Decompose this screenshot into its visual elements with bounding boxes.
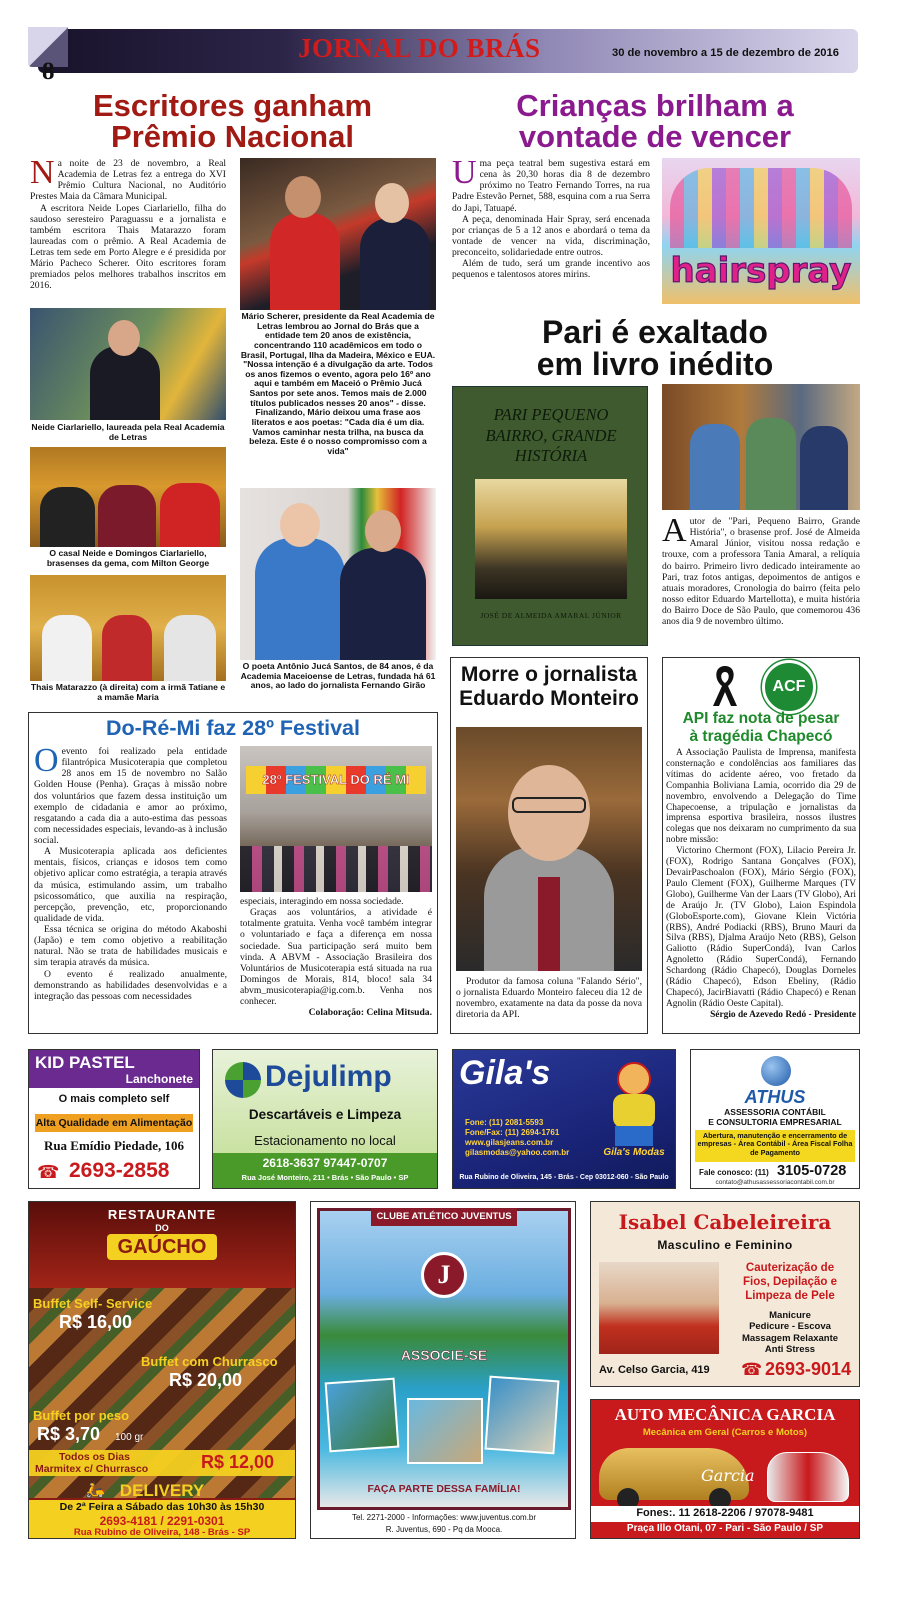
api-headline-line2: à tragédia Chapecó [689,727,833,745]
juventus-info2: R. Juventus, 690 - Pq da Mooca. [385,1525,503,1534]
photo-eduardo [456,727,642,971]
masthead [28,27,860,85]
api-headline [664,710,858,746]
isabel-services [723,1262,857,1303]
drop-cap: A [662,512,687,549]
isabel-serv1: Cauterização de [745,1262,835,1274]
mourning-ribbon-icon [708,662,742,708]
festival-p6: Graças aos voluntários, a atividade é totalmente gratuita. Venha você também integrar o voluntariado e faça a diferença em nossa sociedade. Sua participação será muito bem vinda. A ABVM - Associação Brasileira dos Voluntários de Musicoterapia está situada na rua Domingos de Morais, 814, bloco! sala 34 abvm_musicoterapia@ig.com.b. Venha nos conhecer. [240,907,432,1008]
garcia-name: AUTO MECÂNICA GARCIA [614,1405,836,1424]
festival-p2: A Musicoterapia aplicada aos deficientes mentais, físicos, crianças e idosos tem como objetivo aplicar como estratégia, a terapia através da música, estimulando assim, um trabalho psicossomático, que auxilia na respiração, percepção, prevenção, etc, proporcionando qualidade de vida. [34,846,227,924]
gilas-brand: Gila's Modas [603,1147,665,1158]
festival-p4: O evento é realizado anualmente, demonstrando as habilidades desenvolvidas e a integração das pessoas com necessidades [34,968,227,1002]
juventus-info1: Tel. 2271-2000 - Informações: www.juventus.com.br [351,1513,537,1522]
dejulimp-name: Dejulimp [265,1060,392,1093]
criancas-headline-line1: Crianças brilham a [516,88,794,123]
kid-pastel-slogan: O mais completo self [58,1093,170,1105]
masthead-title: JORNAL DO BRÁS [298,33,541,63]
gilas-email: gilasmodas@yahoo.com.br [465,1148,570,1157]
pari-p1: utor de "Pari, Pequeno Bairro, Grande História", o brasense prof. José de Almeida Amaral Júnior, visitou nossa redação e trouxe, com a professora Tania Amaral, a relíquia do bairro. Primeiro livro dedicado inteiramente ao Pari, traz fotos antigas, depoimentos de antigos e atuais moradores, Cronologia do bairro (feita pelo nosso editor Eduardo Martellotta), e muita história do Bairro Doce de São Paulo, que comemorou 436 anos dia 9 de novembro último. [662,516,860,628]
api-signature: Sérgio de Azevedo Redó - Presidente [710,1009,856,1020]
kid-pastel-address: Rua Emídio Piedade, 106 [43,1138,185,1153]
festival-col2 [240,896,432,1018]
dejulimp-phones: 2618-3637 97447-0707 [262,1156,388,1170]
morre-headline-line2: Eduardo Monteiro [459,687,639,710]
isabel-s5: Pedicure - Escova [749,1321,831,1333]
api-p1: A Associação Paulista de Imprensa, manifesta consternação e condolências aos familiares das vítimas do acidente aéreo, voo fretado da Companhia Boliviana Lamia, ocorrido dia 29 de novembro, envolvendo a Delegação do Time Chapecoense, a tripulação e jornalistas da imprensa esportiva brasileira, nossos ilustres colegas que nos deixaram no cumprimento da sua nobre missão: [666,748,856,846]
gaucho-price2: R$ 20,00 [169,1370,243,1390]
morre-headline [452,664,646,709]
juventus-club: CLUBE ATLÉTICO JUVENTUS [376,1211,512,1222]
dejulimp-line1: Descartáveis e Limpeza [248,1107,402,1122]
athus-phone: 3105-0728 [777,1163,847,1179]
photo-festival [240,746,432,892]
kid-pastel-quality: Alta Qualidade em Alimentação [35,1117,193,1129]
escritores-p1: a noite de 23 de novembro, a Real Academia de Letras fez a entrega do XVI Prêmio Cultura Nacional, no Auditório Prestes Maia da Câmara Municipal. [30,158,226,203]
api-headline-line1: API faz nota de pesar [682,710,840,727]
api-body [666,748,856,1021]
gaucho-top: RESTAURANTE [107,1207,217,1222]
ad-juventus [310,1201,576,1539]
criancas-p1: ma peça teatral bem sugestiva estará em cena às 20,30 horas dia 8 de dezembro próximo no Teatro Fernando Torres, na rua Padre Estevão Pernet, 588, esquina com a rua Serra do Japi, Tatuapé. [452,158,650,214]
book-title: PARI PEQUENO BAIRRO, GRANDE HISTÓRIA [485,405,617,466]
caption-neide: Neide Ciarlariello, laureada pela Real Academia de Letras [31,422,225,442]
criancas-headline [450,90,860,152]
gaucho-price1: R$ 16,00 [59,1312,133,1332]
gilas-name: Gila's [459,1054,551,1092]
api-p2: Victorino Chermont (FOX), Lilacio Pereira Jr. (FOX), Rodrigo Santana Gonçalves (FOX), DevairPaschoalon (FOX), Mário Sérgio (FOX), Paulo Clement (FOX), Guilherme Marques (TV Globo), Guilherme Van der Laars (TV Globo), Ari de Araújo Jr. (TV Globo), Laion Espindola (GloboEsporte.com), Giovane Klein Victória (RBS), André Podiacki (RBS), Bruno Mauri da Silva (RBS), Djalma Araújo Neto (RBS), Gelson Galiotto (Rádio SuperCondá), Ivan Carlos Agnoletto (Rádio SuperCondá), Fernando Schardong (Rádio Chapecó), Douglas Dorneles (Rádio Chapecó), Edson Ebeliny, (Rádio Chapecó), JacirBiavatti (Rádio Chapecó) e Renan Agnolin (Rádio Oeste Capital). [666,846,856,1009]
photo-neide [30,308,226,420]
festival-p5: especiais, interagindo em nossa sociedade. [240,896,404,907]
photo-autor [662,384,860,510]
isabel-photo [599,1262,719,1354]
criancas-headline-line2: vontade de vencer [518,119,792,154]
festival-p1: evento foi realizado pela entidade filantrópica Musicoterapia que completou 28 anos em 15 de novembro no Salão Golden House (Penha). Graças à missão nobre dos voluntários que fazem dessa instituição um exemplo de cidadania e amor ao próximo, resgatando a cada dia a auto-estima das pessoas com necessidades especiais, levando-as à inclusão social. [34,746,227,846]
book-author: JOSÉ DE ALMEIDA AMARAL JÚNIOR [480,611,622,620]
kid-pastel-phone: 2693-2858 [69,1159,170,1182]
gaucho-name: GAÚCHO [117,1236,207,1258]
gaucho-buffet1: Buffet Self- Service [33,1296,153,1311]
athus-globe-icon [761,1056,791,1086]
ad-isabel [590,1201,860,1387]
festival-col1 [34,742,227,1002]
phone-icon: ☎ [741,1360,763,1379]
garcia-motorcycle-icon [767,1452,849,1502]
dejulimp-logo-icon [225,1062,261,1098]
gilas-phone2: Fone/Fax: (11) 2694-1761 [465,1128,560,1137]
ad-gaucho [28,1201,296,1539]
festival-banner: 28º FESTIVAL DO RÉ MI [246,766,426,794]
gaucho-unit3: 100 gr [115,1432,144,1443]
drop-cap: N [30,154,55,191]
athus-name: ATHUS [744,1087,806,1107]
book-cover [452,386,648,646]
garcia-sub: Mecânica em Geral (Carros e Motos) [642,1427,808,1438]
morre-p1: Produtor da famosa coluna "Falando Sério", o jornalista Eduardo Monteiro faleceu dia 12 de novembro, exatamente na data da posse da nova diretoria da API. [456,976,642,1021]
chapecoense-logo-icon [762,660,816,714]
caption-mario: Mário Scherer, presidente da Real Academia de Letras lembrou ao Jornal do Brás que a entidade tem 20 anos de existência, concentrando 110 acadêmicos em todo o Brasil, Portugal, Ilha da Madeira, México e EUA. "Nossa intenção é a divulgação da arte. Todos os anos fizemos o evento, agora pelo 16º ano aqui e também em Maceió o Prêmio Jucá Santos por sete anos. Temos mais de 2.000 títulos publicados nesses 20 anos" - disse. Finalizando, Mário deixou uma frase aos literatos e aos poetas: "Cada dia é um dia. Vamos caminhar nesta trilha, na busca da beleza. Este é o nosso compromisso com a vida" [240,311,436,456]
festival-p3: Essa técnica se origina do método Akaboshi (Japão) e tem como objetivo a reabilitação natural. Não se trata de habilidades musicais e sim terapia através da música. [34,924,227,969]
gaucho-buffet2: Buffet com Churrasco [141,1354,278,1369]
gaucho-do: DO [155,1223,169,1233]
kid-pastel-name: KID PASTEL [35,1053,135,1072]
gaucho-address: Rua Rubino de Oliveira, 148 - Brás - SP [73,1527,251,1538]
juventus-crest-icon: J [421,1252,467,1298]
athus-call: Fale conosco: (11) [699,1168,769,1177]
ad-athus [690,1049,860,1189]
gaucho-buffet3: Buffet por peso [33,1408,130,1423]
pari-body [662,512,860,628]
garcia-phones: Fones:. 11 2618-2206 / 97078-9481 [636,1507,814,1519]
morre-headline-line1: Morre o jornalista [460,663,638,686]
criancas-p3: Além de tudo, será um grande incentivo aos pequenos e talentosos atores mirins. [452,258,650,281]
athus-email: contato@athusassessoriacontabil.com.br [715,1179,835,1186]
ad-kid-pastel [28,1049,200,1189]
photo-mario-scherer [240,158,436,310]
athus-line1: ASSESSORIA CONTÁBIL [724,1107,826,1117]
drop-cap: U [452,154,477,191]
gilas-site: www.gilasjeans.com.br [465,1138,554,1147]
isabel-name: Isabel Cabeleireira [618,1210,832,1234]
page-number: 8 [42,58,55,85]
caption-poeta: O poeta Antônio Jucá Santos, de 84 anos, é da Academia Maceioense de Letras, fundada há 61 anos, ao lado do jornalista Fernando Girão [240,661,436,691]
garcia-script: Garcia [701,1466,755,1485]
escritores-headline [30,90,435,152]
pari-headline-line1: Pari é exaltado [542,314,768,350]
morre-body [456,976,642,1021]
gaucho-delivery: DELIVERY [119,1481,205,1500]
juventus-associe: ASSOCIE-SE [400,1347,488,1363]
isabel-address: Av. Celso Garcia, 419 [599,1364,710,1376]
gilas-phone1: Fone: (11) 2081-5593 [465,1118,544,1127]
gilas-address: Rua Rubino de Oliveira, 145 - Brás - Cep 03012-060 - São Paulo [459,1174,669,1181]
pari-headline-line2: em livro inédito [536,346,774,382]
isabel-serv2: Fios, Depilação e [743,1275,837,1288]
ad-garcia [590,1399,860,1539]
gaucho-days: Todos os Dias [59,1451,130,1463]
ad-gilas [452,1049,676,1189]
delivery-motorcycle-icon: 🛵 [85,1482,105,1499]
festival-credit: Colaboração: Celina Mitsuda. [308,1007,432,1019]
isabel-phone: 2693-9014 [765,1359,852,1379]
gaucho-hours: De 2ª Feira a Sábado das 10h30 às 15h30 [59,1501,265,1513]
phone-icon: ☎ [37,1162,60,1182]
garcia-address: Praça Illo Otani, 07 - Pari - São Paulo / SP [626,1523,824,1534]
hairspray-logo: hairspray [670,251,852,291]
criancas-p2: A peça, denominada Hair Spray, será encenada por crianças de 5 a 12 anos e abordará o tema da vontade de vencer na vida, discriminação, preconceito, solidariedade entre outros. [452,213,650,258]
book-photo [475,479,627,599]
escritores-headline-line1: Escritores ganham [92,88,373,123]
isabel-s7: Anti Stress [764,1344,816,1356]
ad-dejulimp [212,1049,438,1189]
kid-pastel-sub: Lanchonete [125,1072,193,1086]
isabel-s6: Massagem Relaxante [741,1332,839,1344]
photo-casal [30,447,226,547]
drop-cap: O [34,742,59,779]
pari-headline [450,316,860,380]
photo-hairspray [662,158,860,304]
athus-services: Abertura, manutenção e encerramento de empresas - Área Contábil - Área Fiscal Folha de Pagamento [697,1131,853,1157]
photo-thais [30,575,226,681]
chapecoense-logo-text: ACF [772,678,806,695]
masthead-date: 30 de novembro a 15 de dezembro de 2016 [612,47,839,59]
escritores-body [30,154,226,292]
gaucho-price3: R$ 3,70 [37,1424,101,1444]
isabel-s4: Manicure [769,1310,811,1321]
caption-casal: O casal Neide e Domingos Ciarlariello, brasenses da gema, com Milton George [46,548,210,568]
juventus-tag: FAÇA PARTE DESSA FAMÍLIA! [367,1483,521,1495]
isabel-serv3: Limpeza de Pele [745,1289,835,1302]
athus-line2: E CONSULTORIA EMPRESARIAL [708,1117,842,1127]
isabel-services2 [723,1310,857,1356]
festival-headline: Do-Ré-Mi faz 28º Festival [106,716,360,740]
escritores-headline-line2: Prêmio Nacional [111,119,354,154]
gilas-mascot-icon [603,1062,663,1146]
gaucho-phones: 2693-4181 / 2291-0301 [99,1514,225,1528]
gaucho-marmitex: Marmitex c/ Churrasco [35,1463,149,1475]
dejulimp-line2: Estacionamento no local [254,1133,396,1148]
isabel-sub: Masculino e Feminino [657,1238,793,1252]
caption-thais: Thais Matarazzo (à direita) com a irmã Tatiane e a mamãe Maria [30,682,226,702]
dejulimp-address: Rua José Monteiro, 211 • Brás • São Paulo • SP [241,1173,409,1182]
photo-poeta [240,488,436,660]
criancas-body [452,154,650,281]
escritores-p2: A escritora Neide Lopes Ciarlariello, filha do saudoso seresteiro Paraguassu e a jornalista e também escritora Thais Matarazzo foram laureadas com o prêmio. A Real Academia de Letras tem sede em Porto Alegre e é presidida por Mário Pacheco Scherer. Oito escritores foram premiados pelos melhores trabalhos inscritos em 2016. [30,202,226,292]
gaucho-price4: R$ 12,00 [201,1452,275,1472]
